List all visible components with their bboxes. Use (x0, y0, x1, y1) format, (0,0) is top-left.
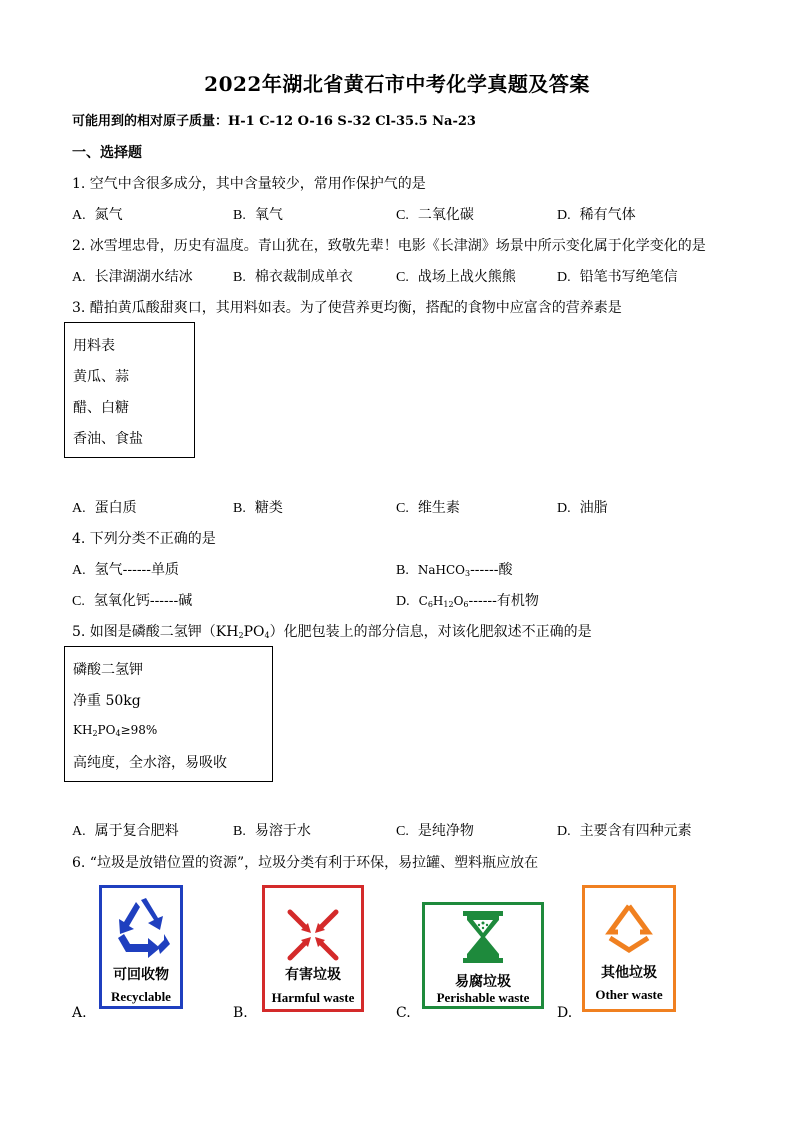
q1-option-b[interactable]: B. 氧气 (233, 207, 283, 223)
q2-option-a[interactable]: A. 长津湖湖水结冰 (72, 269, 193, 285)
q6-stem: 6. “垃圾是放错位置的资源”，垃圾分类有利于环保，易拉罐、塑料瓶应放在 (72, 855, 539, 871)
q3-option-d[interactable]: D. 油脂 (557, 500, 608, 516)
harmful-cross-icon (284, 906, 342, 964)
q3-option-c[interactable]: C. 维生素 (396, 500, 460, 516)
page-title: 2022年湖北省黄石市中考化学真题及答案 (204, 72, 590, 96)
bin-cn-label: 其他垃圾 (601, 965, 657, 981)
ingredient-row: 香油、食盐 (73, 431, 143, 447)
q5-stem: 5. 如图是磷酸二氢钾$(KH_2PO_4)$化肥包装上的部分信息，对该化肥叙述不正确的是 (72, 624, 592, 640)
q4-option-c[interactable]: C. 氢氧化钙------碱 (72, 593, 193, 609)
q4-option-b[interactable]: B. NaHCO$_3$------酸 (396, 562, 513, 578)
ingredient-row: 黄瓜、蒜 (73, 369, 129, 385)
q3-stem: 3. 醋拍黄瓜酸甜爽口，其用料如表。为了使营养更均衡，搭配的食物中应富含的营养素是 (72, 300, 622, 316)
q2-option-b[interactable]: B. 棉衣裁制成单衣 (233, 269, 353, 285)
q2-stem: 2. 冰雪埋忠骨，历史有温度。青山犹在，致敬先辈！电影《长津湖》场景中所示变化属于化学变化的是 (72, 238, 706, 254)
bin-cn-label: 可回收物 (113, 967, 169, 983)
q1-stem: 1. 空气中含很多成分，其中含量较少，常用作保护气的是 (72, 176, 426, 192)
hourglass-icon (461, 909, 505, 965)
other-waste-icon (604, 902, 654, 954)
q4-stem: 4. 下列分类不正确的是 (72, 531, 216, 547)
q6-option-b-label[interactable]: B. (233, 1005, 248, 1021)
ingredient-table-title: 用料表 (73, 338, 115, 354)
q5-option-a[interactable]: A. 属于复合肥料 (72, 823, 179, 839)
q6-option-c-label[interactable]: C. (396, 1005, 411, 1021)
q5-option-c[interactable]: C. 是纯净物 (396, 823, 474, 839)
q4-option-a[interactable]: A. 氢气------单质 (72, 562, 180, 578)
q5-option-d[interactable]: D. 主要含有四种元素 (557, 823, 692, 839)
ingredient-table (64, 322, 195, 458)
fertilizer-label (64, 646, 273, 782)
ingredient-row: 醋、白糖 (73, 400, 129, 416)
bin-cn-label: 易腐垃圾 (455, 974, 511, 990)
fertilizer-name: 磷酸二氢钾 (73, 662, 143, 678)
q6-option-d-label[interactable]: D. (557, 1005, 573, 1021)
glucose-formula: $C_6H_{12}O_6$ (418, 594, 469, 609)
q1-option-d[interactable]: D. 稀有气体 (557, 207, 636, 223)
bin-en-label: Other waste (595, 987, 663, 1002)
q3-option-b[interactable]: B. 糖类 (233, 500, 283, 516)
q3-option-a[interactable]: A. 蛋白质 (72, 500, 137, 516)
q1-option-c[interactable]: C. 二氧化碳 (396, 207, 474, 223)
q2-option-d[interactable]: D. 铅笔书写绝笔信 (557, 269, 678, 285)
fertilizer-weight: 净重 50kg (73, 693, 141, 709)
fertilizer-purity: $KH_2PO_4\ge 98\%$ (73, 723, 158, 738)
bin-en-label: Perishable waste (436, 990, 530, 1005)
q4-option-d[interactable]: D. $C_6H_{12}O_6------$有机物 (396, 593, 539, 609)
q1-option-a[interactable]: A. 氮气 (72, 207, 123, 223)
other-bin-sign[interactable] (582, 885, 676, 1012)
recyclable-bin-sign[interactable] (99, 885, 183, 1009)
section-heading: 一、选择题 (72, 145, 142, 161)
q5-option-b[interactable]: B. 易溶于水 (233, 823, 311, 839)
perishable-bin-sign[interactable] (422, 902, 544, 1009)
bin-en-label: Recyclable (111, 989, 171, 1004)
fertilizer-note: 高纯度，全水溶，易吸收 (73, 755, 227, 771)
q6-option-a-label[interactable]: A. (72, 1005, 87, 1021)
atomic-masses: 可能用到的相对原子质量：H-1 C-12 O-16 S-32 Cl-35.5 Na-23 (72, 114, 476, 129)
recycle-icon (108, 896, 174, 958)
bin-cn-label: 有害垃圾 (285, 967, 341, 983)
harmful-bin-sign[interactable] (262, 885, 364, 1012)
bin-en-label: Harmful waste (271, 990, 355, 1005)
q2-option-c[interactable]: C. 战场上战火熊熊 (396, 269, 516, 285)
